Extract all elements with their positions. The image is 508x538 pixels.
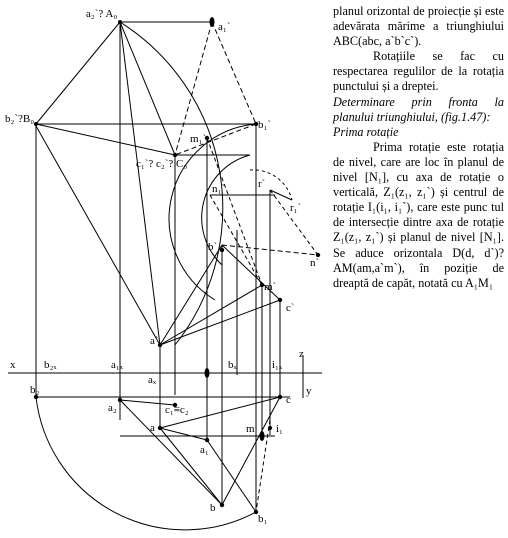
paragraph-first-rotation-title: Prima rotație xyxy=(333,124,399,139)
point-b xyxy=(220,503,224,507)
point-b2-top xyxy=(34,122,38,126)
label-a1p: a₁` xyxy=(218,21,231,33)
paragraph-heading: Determinare prin fronta la planului triunghiului, (fig.1.47): xyxy=(333,94,504,124)
label-a: a xyxy=(150,422,155,434)
point-a2-top xyxy=(118,20,122,24)
label-bx: bₓ xyxy=(228,359,237,371)
edge-b0-c0 xyxy=(36,124,175,155)
point-a1 xyxy=(205,438,209,442)
label-c: c xyxy=(286,394,291,406)
label-b2x: b₂ₓ xyxy=(44,359,57,371)
label-np: n` xyxy=(310,257,320,269)
label-m: m xyxy=(246,423,255,435)
point-c0 xyxy=(173,153,177,157)
line-a-a1 xyxy=(160,428,207,440)
label-b1p: b₁` xyxy=(258,119,271,131)
label-a1: a₁ xyxy=(200,444,209,456)
edge-ap-bp xyxy=(160,245,222,345)
label-b1: b₁ xyxy=(258,513,268,525)
label-i1: i₁ xyxy=(276,423,283,435)
point-ax-mark xyxy=(205,368,210,378)
label-rp: r` xyxy=(258,178,266,190)
label-cp: c` xyxy=(286,302,295,314)
label-x: x xyxy=(10,359,16,371)
label-i1x: i₁ₓ xyxy=(272,359,283,371)
line-m1-m xyxy=(207,138,262,285)
label-b2B0: b₂`?B₀ xyxy=(5,113,35,125)
point-bp xyxy=(220,248,224,252)
label-a1x: a₁ₓ xyxy=(111,359,123,371)
label-m1p: m₁` xyxy=(190,133,207,145)
point-a1p-mark xyxy=(210,17,215,27)
label-a2A0: a₂`? A₀ xyxy=(86,8,118,20)
point-a xyxy=(158,426,162,430)
label-ax: aₓ xyxy=(148,374,157,386)
label-c1c2C0: c₁`? c₂`? C₀ xyxy=(136,158,188,170)
label-y: y xyxy=(306,385,312,397)
point-a2 xyxy=(118,398,122,402)
label-b: b xyxy=(210,502,216,514)
point-cp xyxy=(278,298,282,302)
label-mp: m` xyxy=(264,281,277,293)
label-b2: b₂ xyxy=(30,384,40,396)
edge-a1p-b1p xyxy=(212,22,256,124)
point-i1 xyxy=(268,426,272,430)
edge-b-c xyxy=(222,397,280,505)
label-r1p: r₁` xyxy=(290,202,302,214)
label-ap: a` xyxy=(150,335,159,347)
label-n1p: n₁` xyxy=(212,183,225,195)
paragraph-first-rotation: Prima rotație este rotația de nivel, care are loc în planul de nivel [N₁], cu axa de rotație o verticală, Z₁(z₁, z₁`) și centrul de rotație I₁(i₁, i₁`), care este punc tul de intersecție dintre axa de rotație Z₁(z₁, z₁`) și planul de nivel [N₁]. Se aduce orizontala D(d, d`)?AM(am,a`m`), în poziție de dreaptă de capăt, notată cu A₁M₁ xyxy=(333,139,504,290)
point-i1-mark xyxy=(260,431,265,441)
label-bp: b` xyxy=(208,241,218,253)
edge-a-b xyxy=(160,428,222,505)
edge-a0-b0 xyxy=(36,22,120,124)
text-column xyxy=(333,4,504,291)
paragraph-plane: planul orizontal de proiecție și este adevărata mărime a triunghiului ABC(abc, a`b`c`). xyxy=(333,4,504,49)
point-c xyxy=(278,395,282,399)
label-z: z xyxy=(299,348,304,360)
label-a2: a₂ xyxy=(108,402,117,414)
line-n1-mp xyxy=(210,195,262,285)
line-rp-np xyxy=(270,190,318,255)
label-c1c2: c₁≡c₂ xyxy=(165,404,189,416)
paragraph-rotations: Rotațiile se fac cu respectarea regulilor de la rotația punctului și a dreptei. xyxy=(333,49,504,94)
